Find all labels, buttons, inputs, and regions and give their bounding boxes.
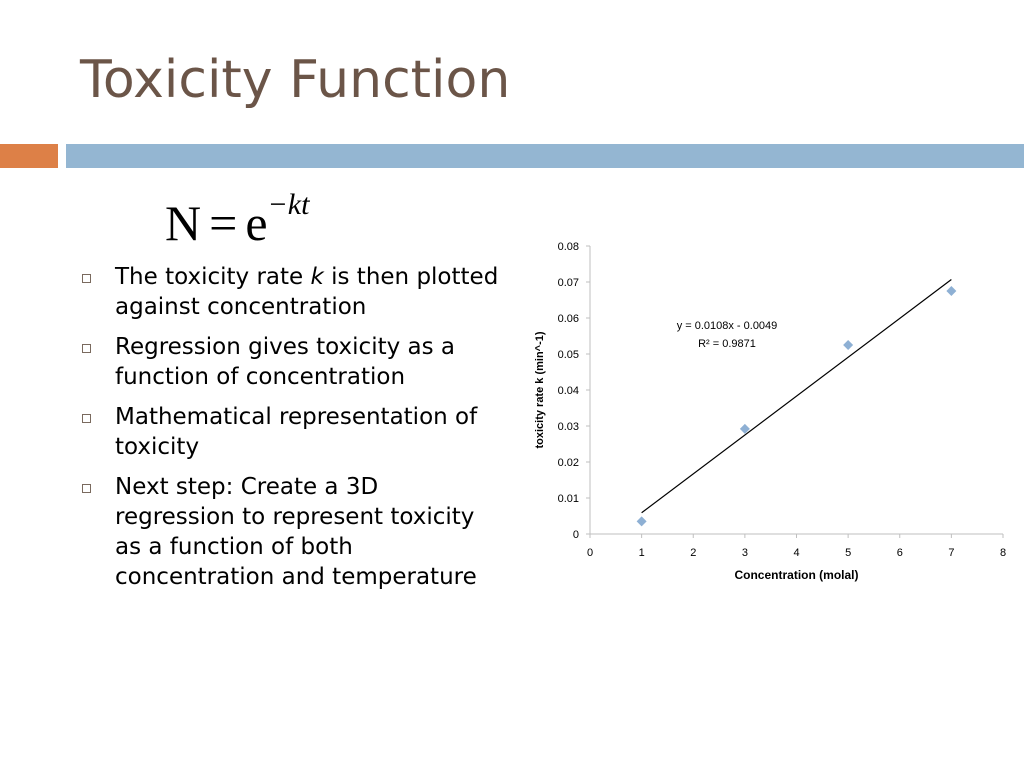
square-bullet-icon [82, 484, 91, 493]
y-tick-label: 0.01 [557, 493, 579, 505]
x-tick-label: 8 [999, 547, 1007, 559]
bullet-text: Next step: Create a 3D regression to represent toxicity as a function of both concentration and temperature [115, 474, 477, 590]
y-tick-label: 0.07 [557, 277, 579, 289]
data-point [637, 516, 647, 526]
x-tick-label: 4 [793, 547, 800, 559]
x-tick-label: 1 [638, 547, 645, 559]
bullet-text: is then plotted against concentration [115, 264, 499, 320]
x-tick-label: 0 [586, 547, 594, 559]
y-tick-label: 0.08 [557, 241, 579, 253]
y-tick-label: 0.05 [557, 349, 579, 361]
x-tick-label: 6 [896, 547, 903, 559]
bullet-text: The toxicity rate [115, 264, 311, 290]
scatter-chart [528, 232, 1018, 592]
x-axis-title: Concentration (molal) [734, 568, 859, 582]
formula-lhs: N [165, 195, 202, 251]
x-tick-label: 3 [741, 547, 748, 559]
trendline [642, 279, 952, 512]
bullet-text: Regression gives toxicity as a function of concentration [115, 334, 456, 390]
y-tick-label: 0.06 [557, 313, 579, 325]
bullet-item [80, 262, 500, 322]
data-point [946, 286, 956, 296]
square-bullet-icon [82, 274, 91, 283]
header-bar [66, 144, 1024, 168]
x-tick-label: 2 [690, 547, 697, 559]
bullet-list [80, 262, 500, 602]
bullet-item [80, 402, 500, 462]
formula-base: e [245, 195, 268, 251]
bullet-item [80, 332, 500, 392]
formula-exponent: −kt [267, 188, 310, 222]
r-squared-label: R² = 0.9871 [698, 338, 756, 350]
slide-title: Toxicity Function [80, 50, 511, 110]
square-bullet-icon [82, 344, 91, 353]
equation-label: y = 0.0108x - 0.0049 [676, 320, 778, 332]
x-tick-label: 5 [845, 547, 852, 559]
accent-bar [0, 144, 58, 168]
y-tick-label: 0.04 [557, 385, 579, 397]
square-bullet-icon [82, 414, 91, 423]
formula [165, 188, 310, 251]
data-point [843, 340, 853, 350]
x-tick-label: 7 [948, 547, 955, 559]
bullet-emphasis: k [310, 264, 324, 290]
y-tick-label: 0.03 [557, 421, 579, 433]
formula-equals: = [209, 195, 238, 251]
y-tick-label: 0.02 [557, 457, 579, 469]
bullet-text: Mathematical representation of toxicity [115, 404, 478, 460]
y-tick-label: 0 [572, 529, 579, 541]
y-axis-title: toxicity rate k (min^-1) [534, 331, 546, 449]
bullet-item [80, 472, 500, 592]
